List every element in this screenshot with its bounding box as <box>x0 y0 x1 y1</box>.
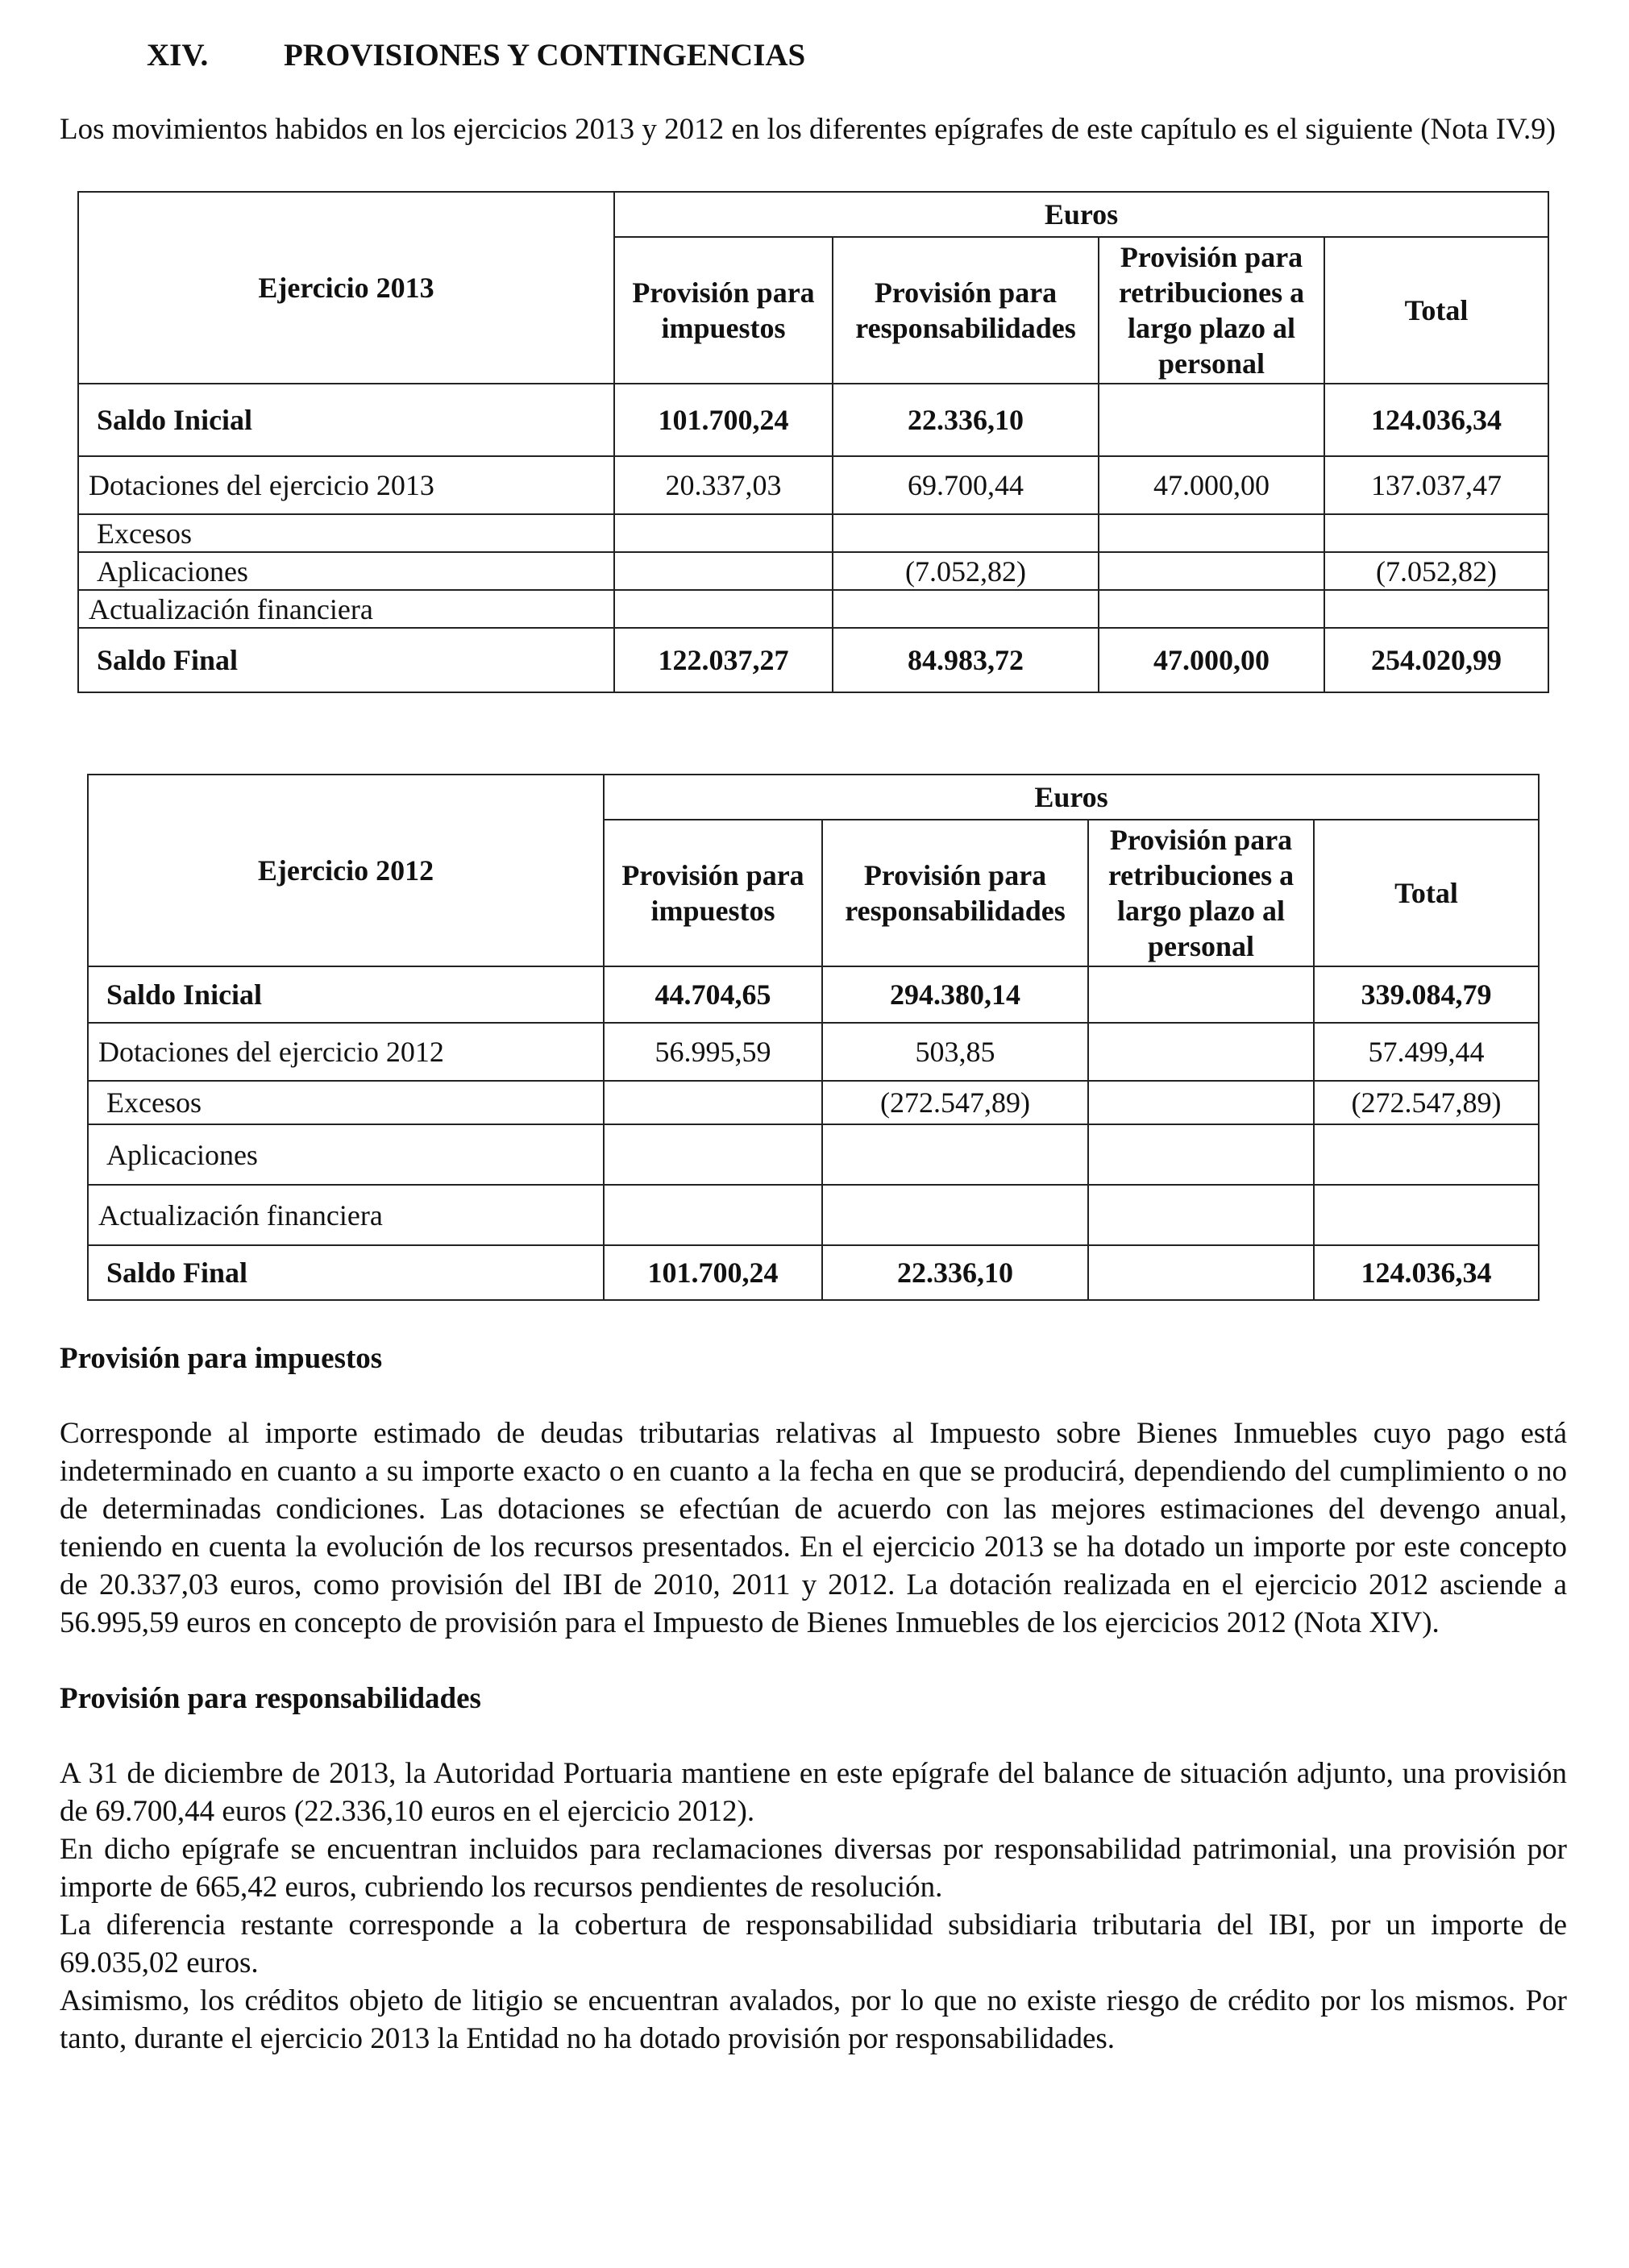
table-row <box>88 1185 1539 1245</box>
cell-value: (7.052,82) <box>833 552 1099 590</box>
cell-value: 124.036,34 <box>1324 384 1548 456</box>
row-label: Actualización financiera <box>78 590 614 628</box>
cell-value <box>1088 966 1314 1023</box>
table-row <box>88 1245 1539 1300</box>
cell-value <box>1324 590 1548 628</box>
cell-value <box>614 552 833 590</box>
row-label: Excesos <box>78 514 614 552</box>
year-label: Ejercicio 2012 <box>88 775 604 966</box>
row-label: Saldo Final <box>88 1245 604 1300</box>
document-page <box>60 37 1567 2058</box>
cell-value <box>1099 552 1324 590</box>
cell-value: 47.000,00 <box>1099 628 1324 692</box>
responsabilidades-paragraph: A 31 de diciembre de 2013, la Autoridad Portuaria mantiene en este epígrafe del balance de situación adjunto, una provisión de 69.700,44 euros (22.336,10 euros en el ejercicio 2012). <box>60 1757 1567 1828</box>
table-row <box>78 456 1548 514</box>
cell-value <box>1088 1023 1314 1081</box>
cell-value <box>1099 590 1324 628</box>
cell-value: 84.983,72 <box>833 628 1099 692</box>
table-row <box>78 552 1548 590</box>
cell-value <box>1088 1185 1314 1245</box>
table-row <box>88 1124 1539 1185</box>
row-label: Dotaciones del ejercicio 2012 <box>88 1023 604 1081</box>
intro-paragraph: Los movimientos habidos en los ejercicios 2013 y 2012 en los diferentes epígrafes de este capítulo es el siguiente (Nota IV.9) <box>60 113 1556 146</box>
cell-value: 22.336,10 <box>822 1245 1088 1300</box>
table-row <box>88 966 1539 1023</box>
responsabilidades-paragraph: Asimismo, los créditos objeto de litigio se encuentran avalados, por lo que no existe riesgo de crédito por los mismos. Por tanto, durante el ejercicio 2013 la Entidad no ha dotado provisión por responsabilidades. <box>60 1984 1567 2055</box>
cell-value <box>833 590 1099 628</box>
cell-value <box>604 1081 822 1124</box>
row-label: Excesos <box>88 1081 604 1124</box>
cell-value <box>1314 1124 1539 1185</box>
column-header: Total <box>1324 237 1548 384</box>
cell-value: 101.700,24 <box>614 384 833 456</box>
cell-value <box>1099 384 1324 456</box>
section-number: XIV. <box>147 38 209 73</box>
section-title: PROVISIONES Y CONTINGENCIAS <box>284 38 806 73</box>
responsabilidades-paragraph: La diferencia restante corresponde a la cobertura de responsabilidad subsidiaria tributaria del IBI, por un importe de 69.035,02 euros. <box>60 1909 1567 1979</box>
cell-value: 124.036,34 <box>1314 1245 1539 1300</box>
cell-value: 294.380,14 <box>822 966 1088 1023</box>
impuestos-section <box>60 1340 1567 1642</box>
cell-value <box>614 590 833 628</box>
cell-value: 254.020,99 <box>1324 628 1548 692</box>
currency-header: Euros <box>614 192 1548 237</box>
impuestos-heading: Provisión para impuestos <box>60 1342 383 1375</box>
cell-value: 122.037,27 <box>614 628 833 692</box>
cell-value <box>1314 1185 1539 1245</box>
cell-value <box>822 1124 1088 1185</box>
cell-value <box>1099 514 1324 552</box>
cell-value: 20.337,03 <box>614 456 833 514</box>
cell-value: 101.700,24 <box>604 1245 822 1300</box>
column-header: Provisión para retribuciones a largo plazo al personal <box>1088 820 1314 966</box>
cell-value: 69.700,44 <box>833 456 1099 514</box>
cell-value <box>1088 1124 1314 1185</box>
responsabilidades-heading: Provisión para responsabilidades <box>60 1682 481 1715</box>
table-row <box>78 514 1548 552</box>
movements-table-2012 <box>87 774 1540 1301</box>
row-label: Saldo Inicial <box>78 384 614 456</box>
cell-value <box>604 1124 822 1185</box>
cell-value <box>833 514 1099 552</box>
cell-value <box>604 1185 822 1245</box>
column-header: Provisión para responsabilidades <box>822 820 1088 966</box>
row-label: Saldo Final <box>78 628 614 692</box>
cell-value <box>1088 1081 1314 1124</box>
cell-value <box>614 514 833 552</box>
cell-value <box>1088 1245 1314 1300</box>
row-label: Aplicaciones <box>78 552 614 590</box>
column-header: Provisión para retribuciones a largo plazo al personal <box>1099 237 1324 384</box>
row-label: Saldo Inicial <box>88 966 604 1023</box>
currency-header: Euros <box>604 775 1539 820</box>
table-row <box>78 590 1548 628</box>
cell-value: 22.336,10 <box>833 384 1099 456</box>
table-row <box>78 384 1548 456</box>
table-row <box>88 1081 1539 1124</box>
impuestos-paragraph: Corresponde al importe estimado de deudas tributarias relativas al Impuesto sobre Bienes Inmuebles cuyo pago está indeterminado en cuanto a su importe exacto o en cuanto a la fecha en que se producirá, dependiendo del cumplimiento o no de determinadas condiciones. Las dotaciones se efectúan de acuerdo con las mejores estimaciones del devengo anual, teniendo en cuenta la evolución de los recursos presentados. En el ejercicio 2013 se ha dotado un importe por este concepto de 20.337,03 euros, como provisión del IBI de 2010, 2011 y 2012. La dotación realizada en el ejercicio 2012 asciende a 56.995,59 euros en concepto de provisión para el Impuesto de Bienes Inmuebles de los ejercicios 2012 (Nota XIV). <box>60 1417 1567 1639</box>
cell-value: (272.547,89) <box>822 1081 1088 1124</box>
cell-value: (272.547,89) <box>1314 1081 1539 1124</box>
cell-value: 44.704,65 <box>604 966 822 1023</box>
row-label: Aplicaciones <box>88 1124 604 1185</box>
column-header: Provisión para impuestos <box>604 820 822 966</box>
cell-value: 57.499,44 <box>1314 1023 1539 1081</box>
cell-value: 137.037,47 <box>1324 456 1548 514</box>
cell-value <box>1324 514 1548 552</box>
table-row <box>78 628 1548 692</box>
movements-table-2013 <box>77 191 1549 693</box>
column-header: Provisión para impuestos <box>614 237 833 384</box>
cell-value: 47.000,00 <box>1099 456 1324 514</box>
cell-value: 56.995,59 <box>604 1023 822 1081</box>
row-label: Actualización financiera <box>88 1185 604 1245</box>
column-header: Provisión para responsabilidades <box>833 237 1099 384</box>
cell-value: 503,85 <box>822 1023 1088 1081</box>
cell-value <box>822 1185 1088 1245</box>
cell-value: 339.084,79 <box>1314 966 1539 1023</box>
column-header: Total <box>1314 820 1539 966</box>
cell-value: (7.052,82) <box>1324 552 1548 590</box>
responsabilidades-paragraph: En dicho epígrafe se encuentran incluidos para reclamaciones diversas por responsabilidad patrimonial, una provisión por importe de 665,42 euros, cubriendo los recursos pendientes de resolución. <box>60 1833 1567 1904</box>
responsabilidades-section <box>60 1680 1567 2058</box>
section-heading <box>147 37 1567 73</box>
year-label: Ejercicio 2013 <box>78 192 614 384</box>
table-row <box>88 1023 1539 1081</box>
row-label: Dotaciones del ejercicio 2013 <box>78 456 614 514</box>
